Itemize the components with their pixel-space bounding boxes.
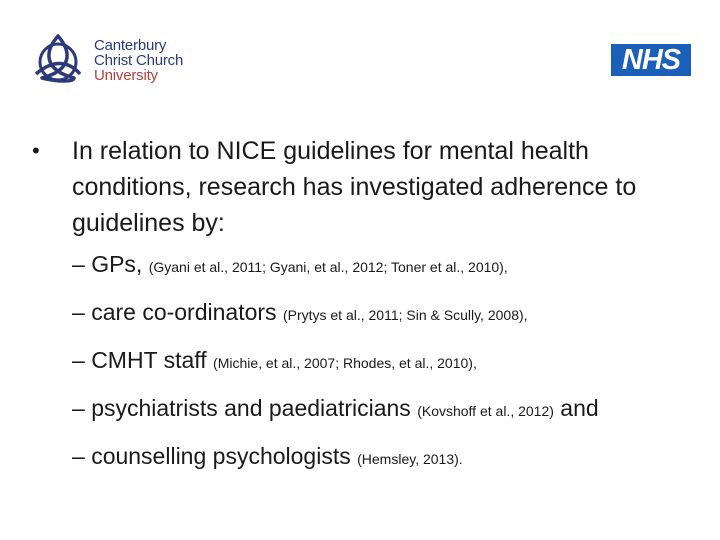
- list-item: [72, 251, 700, 281]
- bullet-icon: •: [32, 138, 40, 163]
- item-citation: (Prytys et al., 2011; Sin & Scully, 2008),: [282, 307, 528, 323]
- item-label: psychiatrists and paediatricians: [91, 395, 411, 421]
- item-label: counselling psychologists: [91, 443, 351, 469]
- nhs-logo: NHS: [611, 44, 691, 76]
- list-item: [72, 443, 700, 473]
- list-item: [72, 299, 700, 329]
- main-bullet-text: In relation to NICE guidelines for mental health conditions, research has investigated adherence to guidelines by:: [72, 137, 637, 237]
- university-wordmark: [94, 38, 183, 83]
- university-name-line3: University: [94, 66, 158, 84]
- list-item: [72, 347, 700, 377]
- university-name-line2: Christ Church: [94, 51, 184, 69]
- slide-body: [30, 133, 700, 491]
- item-tail: and: [560, 395, 599, 421]
- dash-marker: –: [72, 347, 85, 373]
- university-logo: [28, 30, 218, 90]
- dash-marker: –: [72, 251, 85, 277]
- item-citation: (Gyani et al., 2011; Gyani, et al., 2012; Toner et al., 2010),: [148, 259, 508, 275]
- item-citation: (Michie, et al., 2007; Rhodes, et al., 2010),: [213, 355, 477, 371]
- item-label: CMHT staff: [91, 347, 207, 373]
- item-citation: (Hemsley, 2013).: [357, 451, 463, 467]
- list-item: [72, 395, 700, 425]
- university-name-line1: Canterbury: [94, 36, 167, 54]
- item-citation: (Kovshoff et al., 2012): [417, 403, 554, 419]
- sub-bullet-list: [30, 251, 700, 473]
- dash-marker: –: [72, 395, 85, 421]
- trinity-knot-icon: [28, 30, 88, 90]
- main-bullet: [30, 133, 700, 241]
- item-label: care co-ordinators: [91, 299, 277, 325]
- dash-marker: –: [72, 299, 85, 325]
- item-label: GPs,: [91, 251, 143, 277]
- dash-marker: –: [72, 443, 85, 469]
